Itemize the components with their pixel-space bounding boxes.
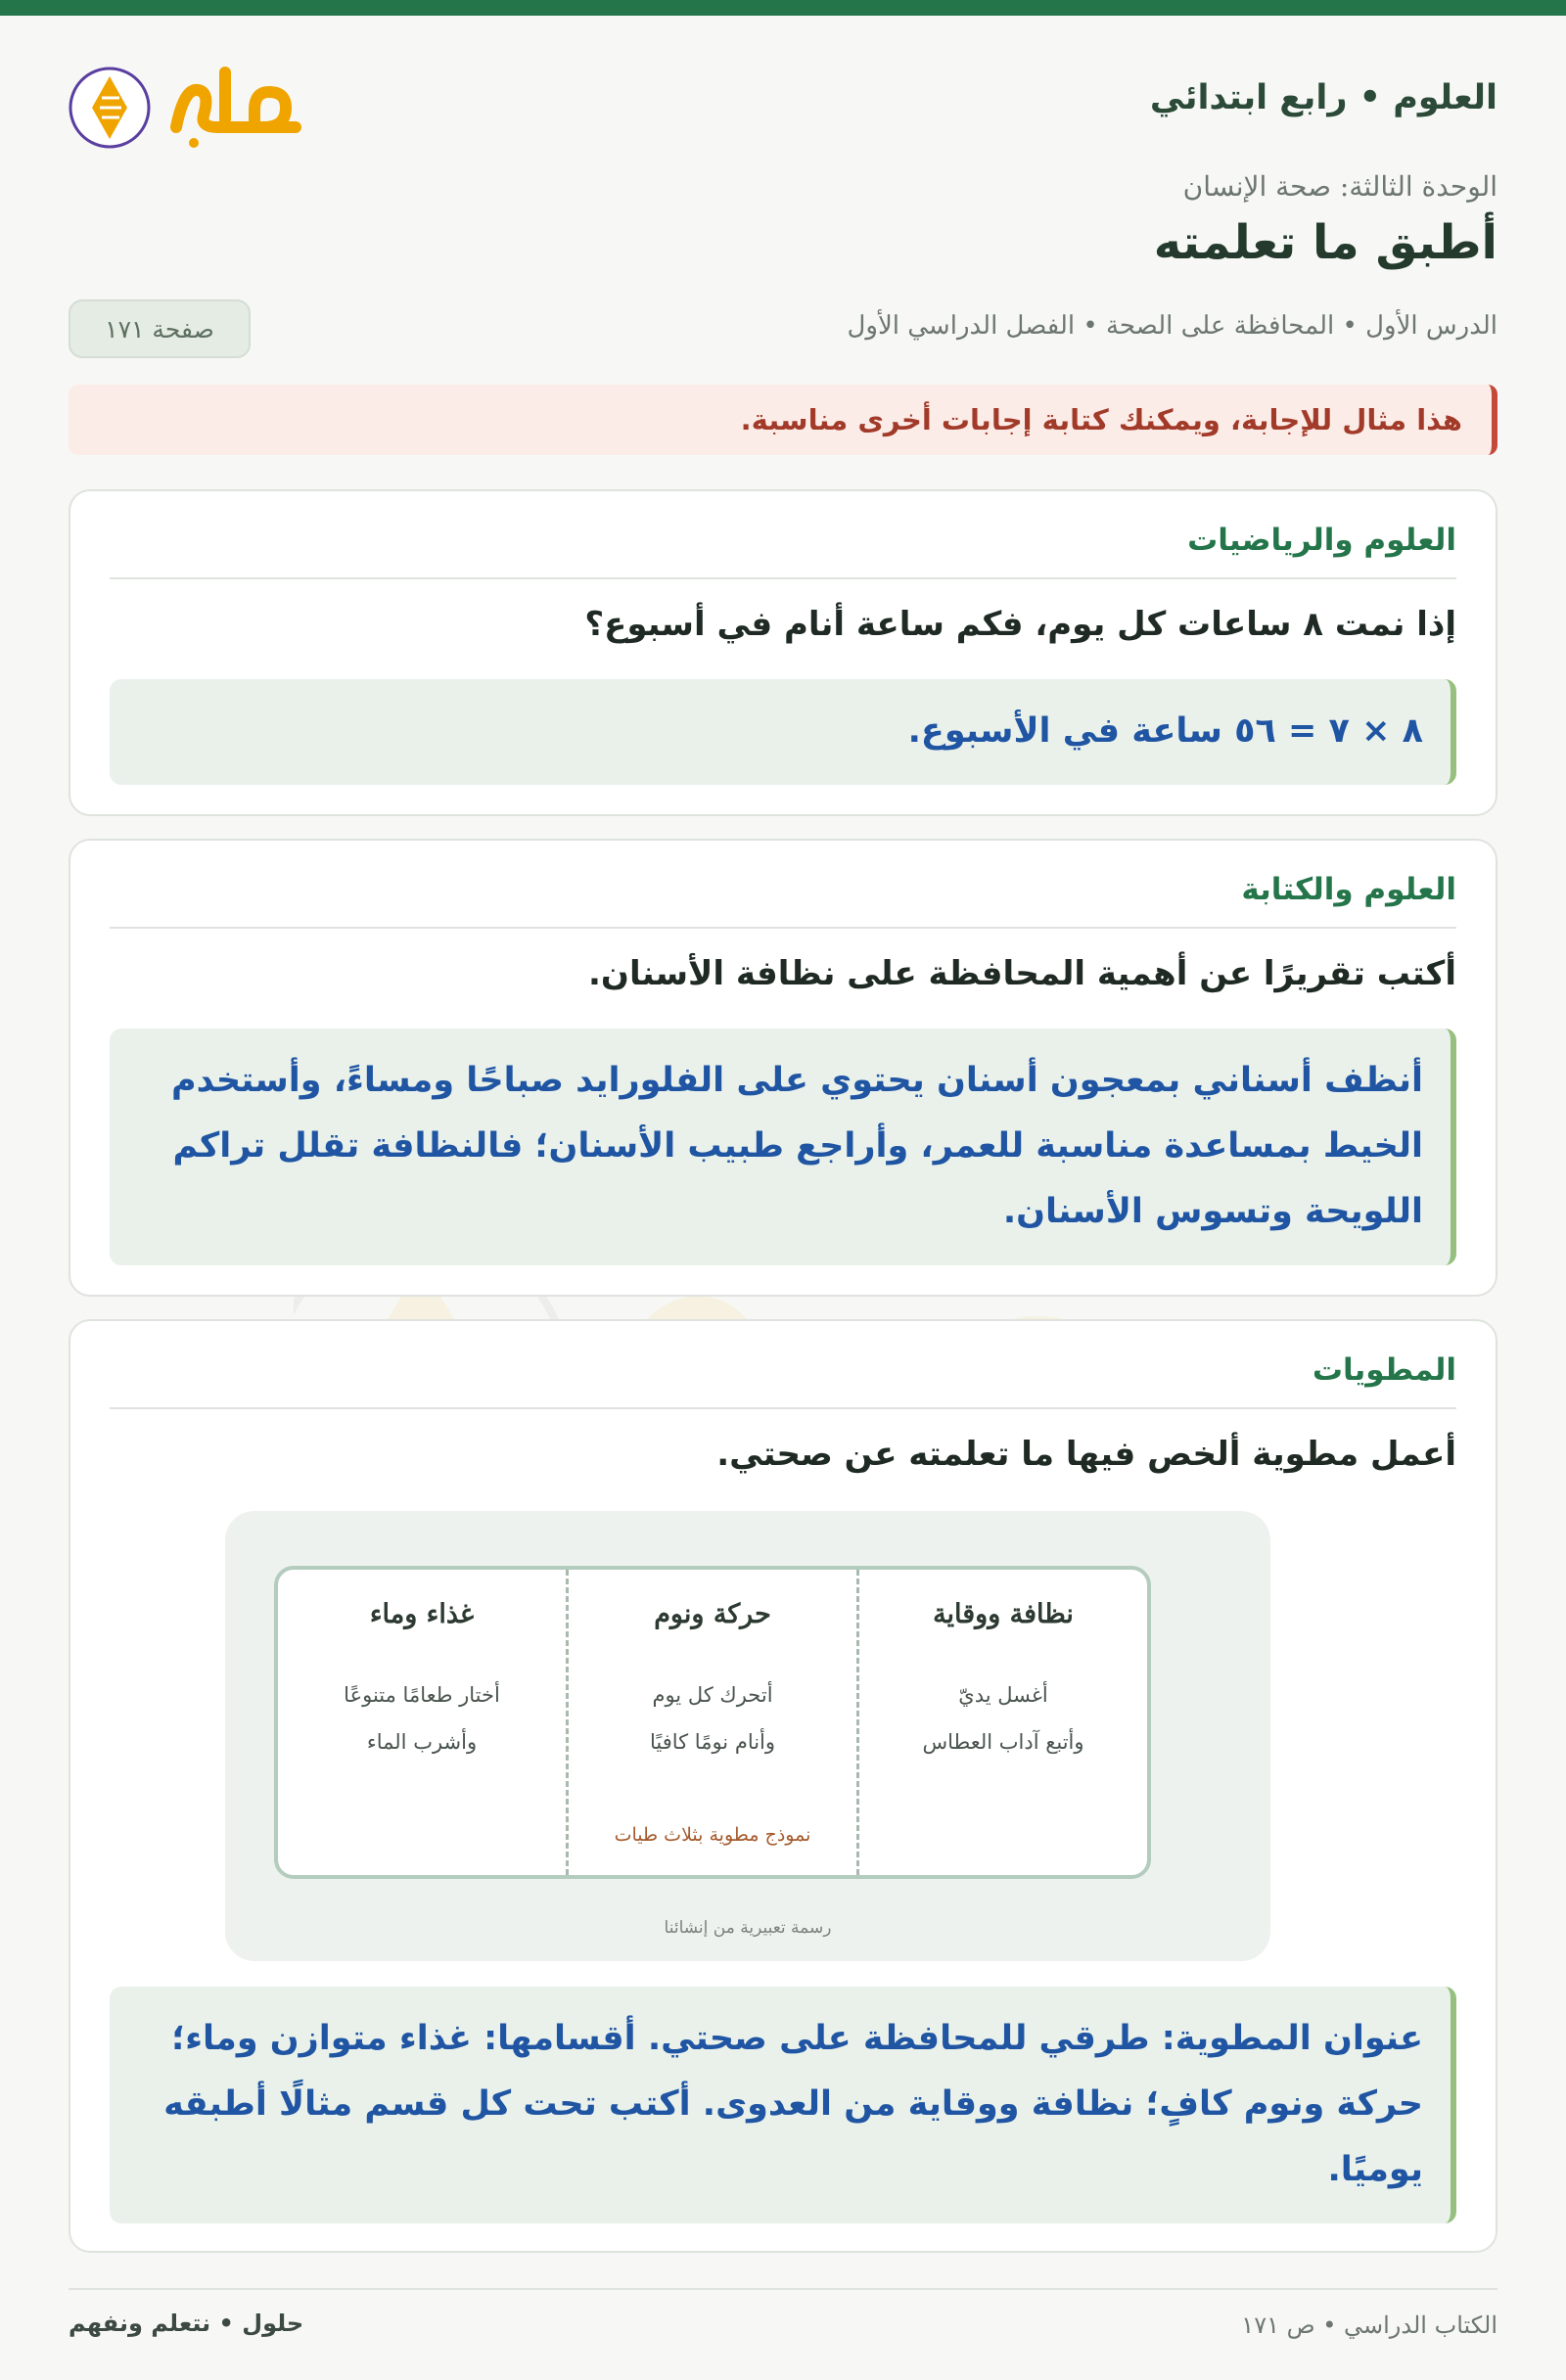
section-card-math [69,489,1497,816]
answer-box [110,1029,1456,1265]
top-accent-bar [0,0,1566,16]
section-header [110,1349,1456,1409]
logo-icon [69,59,323,157]
page-header [69,59,1497,166]
panel-line: أتحرك كل يوم [652,1683,773,1707]
panel-title: حركة ونوم [654,1599,771,1629]
lesson-breadcrumb: الدرس الأول • المحافظة على الصحة • الفصل الدراسي الأول [847,311,1497,341]
example-answer-note: هذا مثال للإجابة، ويمكنك كتابة إجابات أخرى مناسبة. [69,385,1497,455]
page-number-badge: صفحة ١٧١ [69,299,251,358]
hulul-logo[interactable] [69,59,323,157]
foldable-note: نموذج مطوية بثلاث طيات [614,1824,811,1846]
footer-divider [69,2288,1497,2290]
section-header [110,519,1456,579]
answer-text: أنظف أسناني بمعجون أسنان يحتوي على الفلورايد صباحًا ومساءً، وأستخدم الخيط بمساعدة مناسبة للعمر، وأراجع طبيب الأسنان؛ فالنظافة تقلل تراكم اللويحة وتسوس الأسنان. [171,1061,1423,1231]
answer-text: عنوان المطوية: طرقي للمحافظة على صحتي. أقسامها: غذاء متوازن وماء؛ حركة ونوم كافٍ؛ نظافة ووقاية من العدوى. أكتب تحت كل قسم مثالًا أطبقه يوميًا. [163,2019,1423,2189]
answer-box [110,1987,1456,2223]
panel-line: وأنام نومًا كافيًا [649,1730,776,1754]
section-title: العلوم والرياضيات [1187,523,1456,558]
panel-line: أغسل يديّ [958,1683,1048,1707]
foldable-panel [569,1570,859,1875]
panel-line: أختار طعامًا متنوعًا [344,1683,500,1707]
foldable-panel [278,1570,569,1875]
foldable-panel [859,1570,1147,1875]
unit-label: الوحدة الثالثة: صحة الإنسان [1182,170,1497,203]
question-text: أكتب تقريرًا عن أهمية المحافظة على نظافة الأسنان. [588,954,1456,993]
section-title: المطويات [1312,1352,1456,1388]
foldable-figure [225,1511,1270,1961]
section-header [110,868,1456,929]
subject-grade: العلوم • رابع ابتدائي [1149,78,1497,117]
foldable-three-panel [274,1566,1151,1879]
panel-line: وأتبع آداب العطاس [922,1730,1084,1754]
panel-title: نظافة ووقاية [933,1599,1074,1629]
answer-text: ٨ × ٧ = ٥٦ ساعة في الأسبوع. [907,711,1423,751]
question-text: أعمل مطوية ألخص فيها ما تعلمته عن صحتي. [716,1435,1456,1474]
question-text: إذا نمت ٨ ساعات كل يوم، فكم ساعة أنام في أسبوع؟ [584,605,1456,644]
footer-brand[interactable]: حلول • نتعلم ونفهم [69,2310,304,2337]
answer-box [110,679,1456,785]
panel-title: غذاء وماء [369,1599,475,1629]
section-card-writing [69,839,1497,1297]
footer-page-ref: الكتاب الدراسي • ص ١٧١ [1241,2311,1497,2339]
section-title: العلوم والكتابة [1241,872,1456,907]
figure-caption: رسمة تعبيرية من إنشائنا [664,1918,832,1938]
panel-line: وأشرب الماء [366,1730,478,1754]
page-title: أطبق ما تعلمته [1153,215,1497,270]
